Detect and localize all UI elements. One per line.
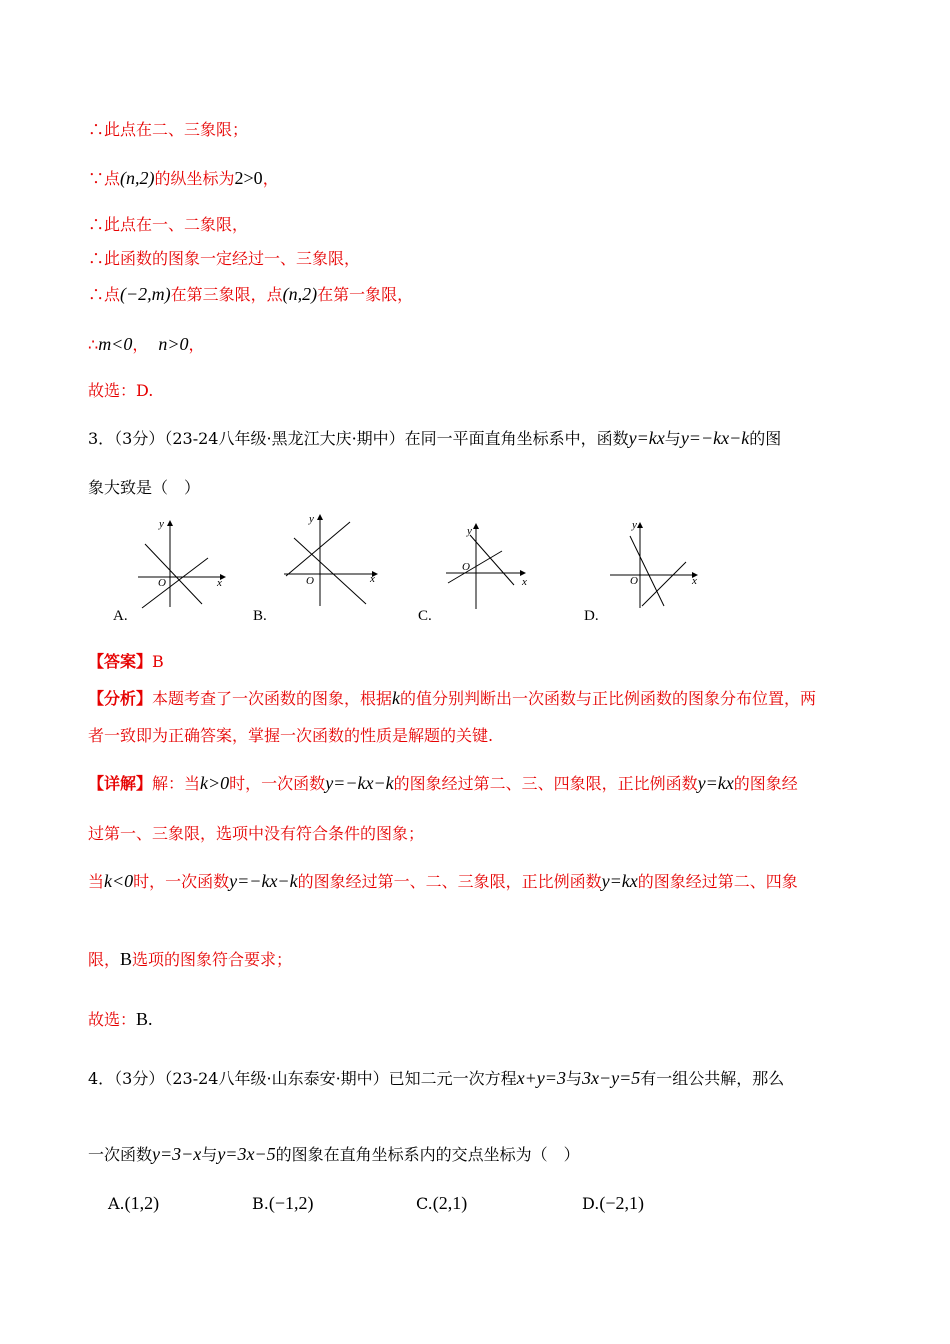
solution-text: 在第三象限，点 bbox=[170, 285, 283, 304]
graph-c-svg bbox=[440, 515, 540, 615]
y-axis-label: y bbox=[159, 518, 164, 530]
graph-b-svg bbox=[280, 508, 390, 608]
detail-line-4 bbox=[88, 949, 292, 970]
option-label: D. bbox=[582, 1194, 600, 1213]
solution-text: ∴此点在二、三象限； bbox=[88, 120, 249, 139]
math-expression: y=3−x bbox=[152, 1144, 202, 1164]
solution-text: ∴ bbox=[88, 335, 99, 354]
answer-line bbox=[88, 652, 164, 672]
solution-text: ， bbox=[188, 335, 205, 354]
q4-option-c[interactable] bbox=[416, 1193, 467, 1214]
y-axis-arrow bbox=[473, 523, 479, 529]
math-expression: m<0 bbox=[98, 334, 133, 354]
final-answer-line bbox=[88, 1009, 153, 1030]
math-expression: (n,2) bbox=[120, 168, 155, 188]
analysis-text: 的值分别判断出一次函数与正比例函数的图象分布位置，两 bbox=[400, 689, 817, 708]
solution-text: 故选：D. bbox=[88, 381, 154, 400]
math-expression: y=−kx−k bbox=[229, 871, 298, 891]
detail-text: 的图象经过第二、三、四象限，正比例函数 bbox=[393, 774, 698, 793]
detail-text: 选项的图象符合要求； bbox=[132, 950, 293, 969]
q4-stem-line-1 bbox=[88, 1068, 784, 1089]
math-expression: y=kx bbox=[697, 773, 734, 793]
detail-line-2 bbox=[88, 824, 424, 844]
detail-text: 限， bbox=[88, 950, 121, 969]
solution-line-5 bbox=[88, 284, 413, 305]
graph-d-svg bbox=[604, 512, 704, 612]
origin-label: O bbox=[306, 575, 314, 587]
line-decreasing bbox=[470, 535, 514, 585]
solution-line-7 bbox=[88, 381, 153, 401]
math-expression: B bbox=[120, 949, 133, 969]
y-axis-label: y bbox=[467, 525, 472, 537]
math-expression: 3x−y=5 bbox=[581, 1068, 641, 1088]
detail-line-1 bbox=[88, 773, 798, 794]
q4-stem-line-2 bbox=[88, 1144, 580, 1165]
answer-value: B bbox=[152, 652, 164, 671]
y-axis-arrow bbox=[167, 520, 173, 526]
final-choice: B. bbox=[136, 1009, 153, 1029]
solution-line-4 bbox=[88, 249, 360, 269]
math-expression: y=kx bbox=[601, 871, 638, 891]
solution-text: 的纵坐标为 bbox=[154, 169, 235, 188]
option-a-label[interactable]: A. bbox=[113, 608, 128, 624]
y-axis-arrow bbox=[317, 514, 323, 520]
line-increasing bbox=[286, 522, 350, 576]
solution-text: ∴此点在一、二象限， bbox=[88, 215, 249, 234]
detail-text: 的图象经 bbox=[733, 774, 798, 793]
math-expression: k>0 bbox=[200, 773, 230, 793]
question-text: 的图 bbox=[749, 429, 782, 448]
question-text: 一次函数 bbox=[88, 1145, 153, 1164]
origin-label: O bbox=[158, 577, 166, 589]
x-axis-label: x bbox=[217, 577, 222, 589]
graph-option-a bbox=[130, 512, 230, 612]
detail-text: 的图象经过第一、二、三象限，正比例函数 bbox=[297, 872, 602, 891]
analysis-line-2 bbox=[88, 726, 493, 746]
math-expression: (−2,m) bbox=[120, 284, 171, 304]
graph-option-b bbox=[280, 508, 390, 608]
line-increasing bbox=[448, 551, 502, 583]
math-expression: 2>0 bbox=[234, 168, 263, 188]
graph-option-c bbox=[440, 515, 540, 615]
option-b-label[interactable]: B. bbox=[253, 608, 267, 624]
question-text: 与 bbox=[664, 429, 681, 448]
detail-text: 时，一次函数 bbox=[133, 872, 230, 891]
analysis-text: 本题考查了一次函数的图象，根据 bbox=[152, 689, 393, 708]
detail-text: 当 bbox=[88, 872, 105, 891]
line-decreasing bbox=[145, 544, 202, 604]
analysis-text: 者一致即为正确答案，掌握一次函数的性质是解题的关键. bbox=[88, 726, 494, 745]
solution-text: ， bbox=[262, 169, 279, 188]
analysis-line-1 bbox=[88, 688, 816, 709]
solution-text: ， bbox=[132, 335, 149, 354]
origin-label: O bbox=[630, 575, 638, 587]
option-value: (−2,1) bbox=[599, 1193, 644, 1213]
solution-line-1 bbox=[88, 120, 248, 140]
y-axis-label: y bbox=[309, 513, 314, 525]
answer-tag: 【答案】 bbox=[88, 652, 153, 671]
final-text: 故选： bbox=[88, 1010, 137, 1029]
option-c-label[interactable]: C. bbox=[418, 608, 432, 624]
detail-text: 解：当 bbox=[152, 774, 201, 793]
solution-text: ∴点 bbox=[88, 285, 121, 304]
solution-text: 在第一象限， bbox=[317, 285, 414, 304]
option-value: (1,2) bbox=[124, 1193, 160, 1213]
math-expression: y=3x−5 bbox=[217, 1144, 276, 1164]
detail-text: 时，一次函数 bbox=[229, 774, 326, 793]
math-expression: y=−kx−k bbox=[325, 773, 394, 793]
q4-option-b[interactable] bbox=[252, 1193, 313, 1214]
q3-stem-line-1 bbox=[88, 428, 781, 449]
math-expression: k bbox=[392, 688, 401, 708]
line-increasing bbox=[642, 562, 686, 606]
solution-line-2 bbox=[88, 168, 279, 189]
option-value: (−1,2) bbox=[268, 1193, 314, 1213]
option-label: B. bbox=[252, 1194, 269, 1213]
math-expression: n>0 bbox=[158, 334, 189, 354]
y-axis-arrow bbox=[637, 522, 643, 528]
option-label: C. bbox=[416, 1194, 433, 1213]
q3-stem-line-2 bbox=[88, 478, 200, 498]
math-expression: k<0 bbox=[104, 871, 134, 891]
solution-line-3 bbox=[88, 215, 248, 235]
option-d-label[interactable]: D. bbox=[584, 608, 599, 624]
detail-text: 的图象经过第二、四象 bbox=[637, 872, 798, 891]
line-decreasing bbox=[294, 538, 366, 604]
y-axis-label: y bbox=[632, 519, 637, 531]
question-text: 有一组公共解，那么 bbox=[640, 1069, 785, 1088]
analysis-tag: 【分析】 bbox=[88, 689, 153, 708]
option-value: (2,1) bbox=[432, 1193, 468, 1213]
x-axis-label: x bbox=[522, 576, 527, 588]
solution-text: ∴此函数的图象一定经过一、三象限， bbox=[88, 249, 361, 268]
question-text: 与 bbox=[201, 1145, 218, 1164]
question-text: 的图象在直角坐标系内的交点坐标为（ ） bbox=[275, 1145, 580, 1164]
q4-option-a[interactable] bbox=[108, 1193, 159, 1214]
math-expression: (n,2) bbox=[282, 284, 318, 304]
solution-text: ∵点 bbox=[88, 169, 121, 188]
q4-option-d[interactable] bbox=[582, 1193, 644, 1214]
math-expression: x+y=3 bbox=[516, 1068, 566, 1088]
math-expression: y=−kx−k bbox=[680, 428, 750, 448]
detail-text: 过第一、三象限，选项中没有符合条件的图象； bbox=[88, 824, 425, 843]
line-decreasing bbox=[630, 536, 664, 606]
detail-line-3 bbox=[88, 871, 798, 892]
graph-a-svg bbox=[130, 512, 230, 612]
question-text: 象大致是（ ） bbox=[88, 478, 201, 497]
x-axis-label: x bbox=[370, 573, 375, 585]
graph-option-d bbox=[604, 512, 704, 612]
x-axis-label: x bbox=[692, 575, 697, 587]
math-expression: y=kx bbox=[628, 428, 665, 448]
origin-label: O bbox=[462, 561, 470, 573]
question-text: 3．（3分）（23-24八年级·黑龙江大庆·期中）在同一平面直角坐标系中，函数 bbox=[88, 429, 629, 448]
question-text: 与 bbox=[565, 1069, 582, 1088]
option-label: A. bbox=[108, 1194, 125, 1213]
question-text: 4．（3分）（23-24八年级·山东泰安·期中）已知二元一次方程 bbox=[88, 1069, 517, 1088]
solution-line-6 bbox=[88, 334, 205, 355]
detail-tag: 【详解】 bbox=[88, 774, 153, 793]
